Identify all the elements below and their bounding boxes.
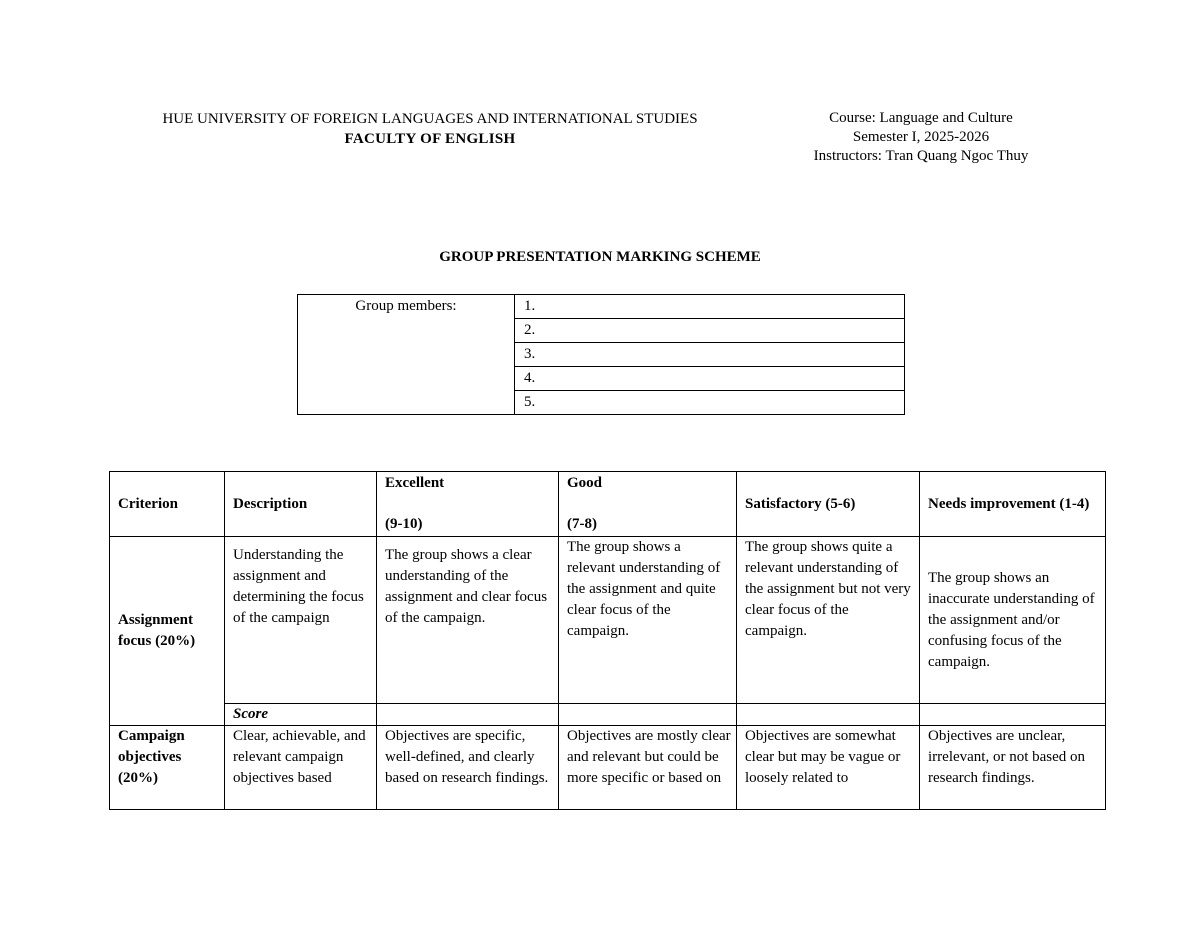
- header-description: Description: [225, 472, 377, 537]
- excellent-cell: Objectives are specific, well-defined, and clearly based on research findings.: [377, 726, 559, 810]
- course-name: Course: Language and Culture: [829, 110, 1013, 126]
- criterion-cell: Assignment focus (20%): [110, 537, 225, 726]
- member-slot-2: 2.: [515, 319, 905, 343]
- description-cell: Understanding the assignment and determining the focus of the campaign: [225, 537, 377, 704]
- university-name: HUE UNIVERSITY OF FOREIGN LANGUAGES AND INTERNATIONAL STUDIES: [162, 111, 698, 127]
- member-slot-1: 1.: [515, 295, 905, 319]
- instructors: Instructors: Tran Quang Ngoc Thuy: [813, 148, 1029, 164]
- header-good-label: Good: [567, 475, 603, 491]
- score-good-cell: [559, 704, 737, 726]
- header-good: [559, 472, 737, 537]
- description-cell: Clear, achievable, and relevant campaign objectives based: [225, 726, 377, 810]
- course-info: [790, 109, 1052, 166]
- header-criterion: Criterion: [110, 472, 225, 537]
- marking-rubric-table: [109, 471, 1106, 810]
- header-excellent: [377, 472, 559, 537]
- score-label: Score: [225, 704, 377, 726]
- group-members-table: [297, 294, 905, 415]
- institution-header: [110, 109, 750, 149]
- rubric-row-assignment-focus: [110, 537, 1106, 704]
- table-row: [298, 295, 905, 319]
- satisfactory-cell: Objectives are somewhat clear but may be vague or loosely related to: [737, 726, 920, 810]
- group-members-label: Group members:: [298, 295, 515, 415]
- header-satisfactory: Satisfactory (5-6): [737, 472, 920, 537]
- criterion-cell: Campaign objectives (20%): [110, 726, 225, 810]
- needs-improvement-cell: Objectives are unclear, irrelevant, or not based on research findings.: [920, 726, 1106, 810]
- faculty-name: FACULTY OF ENGLISH: [344, 131, 516, 147]
- score-needs-improvement-cell: [920, 704, 1106, 726]
- excellent-cell: The group shows a clear understanding of the assignment and clear focus of the campaign.: [377, 537, 559, 704]
- header-excellent-label: Excellent: [385, 475, 445, 491]
- member-slot-3: 3.: [515, 343, 905, 367]
- score-satisfactory-cell: [737, 704, 920, 726]
- rubric-header-row: [110, 472, 1106, 537]
- good-cell: The group shows a relevant understanding of the assignment and quite clear focus of the campaign.: [559, 537, 737, 704]
- semester: Semester I, 2025-2026: [852, 129, 990, 145]
- header-good-range: (7-8): [567, 516, 597, 532]
- header-excellent-range: (9-10): [385, 516, 423, 532]
- score-row: [110, 704, 1106, 726]
- member-slot-4: 4.: [515, 367, 905, 391]
- satisfactory-cell: The group shows quite a relevant understanding of the assignment but not very clear focus of the campaign.: [737, 537, 920, 704]
- good-cell: Objectives are mostly clear and relevant but could be more specific or based on: [559, 726, 737, 810]
- header-needs-improvement: Needs improvement (1-4): [920, 472, 1106, 537]
- rubric-row-campaign-objectives: [110, 726, 1106, 810]
- member-slot-5: 5.: [515, 391, 905, 415]
- document-title: GROUP PRESENTATION MARKING SCHEME: [439, 249, 761, 265]
- needs-improvement-cell: The group shows an inaccurate understanding of the assignment and/or confusing focus of the campaign.: [920, 537, 1106, 704]
- score-excellent-cell: [377, 704, 559, 726]
